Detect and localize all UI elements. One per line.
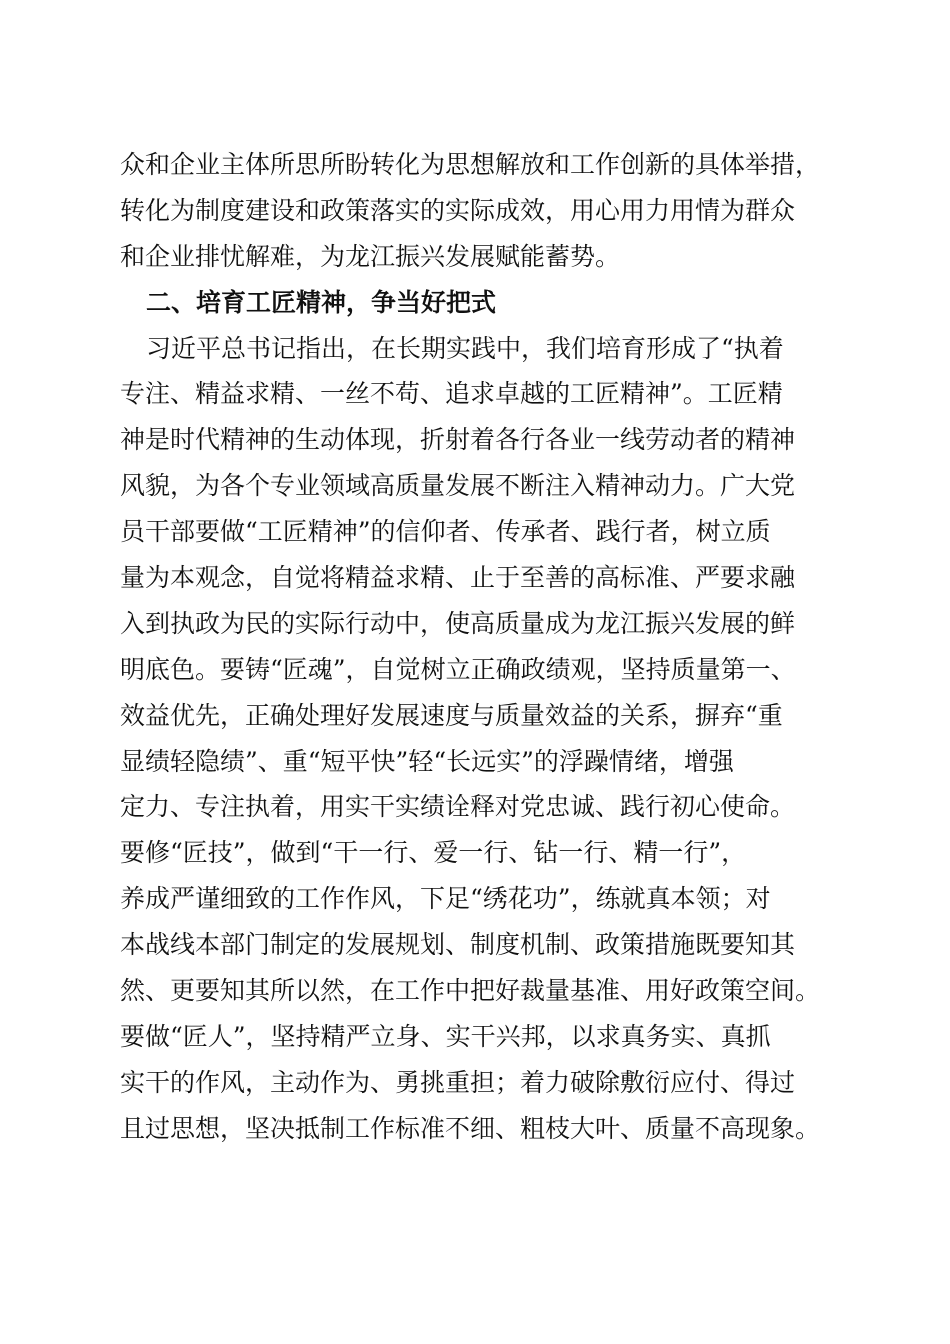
text-line: 专注、精益求精、一丝不苟、追求卓越的工匠精神”。工匠精 [120, 379, 783, 409]
text-line: 且过思想，坚决抵制工作标准不细、粗枝大叶、质量不高现象。 [120, 1113, 821, 1143]
text-line: 显绩轻隐绩”、重“短平快”轻“长远实”的浮躁情绪，增强 [120, 746, 734, 776]
text-line: 和企业排忧解难，为龙江振兴发展赋能蓄势。 [120, 241, 621, 271]
text-line: 本战线本部门制定的发展规划、制度机制、政策措施既要知其 [120, 930, 796, 960]
text-line: 然、更要知其所以然，在工作中把好裁量基准、用好政策空间。 [120, 976, 821, 1006]
document-body [120, 142, 850, 1152]
text-line: 养成严谨细致的工作作风，下足“绣花功”，练就真本领；对 [120, 884, 771, 914]
text-line: 实干的作风，主动作为、勇挑重担；着力破除敷衍应付、得过 [120, 1067, 796, 1097]
text-line: 明底色。要铸“匠魂”，自觉树立正确政绩观，坚持质量第一、 [120, 654, 796, 684]
text-line: 定力、专注执着，用实干实绩诠释对党忠诚、践行初心使命。 [120, 792, 796, 822]
text-line: 转化为制度建设和政策落实的实际成效，用心用力用情为群众 [120, 195, 796, 225]
text-line: 神是时代精神的生动体现，折射着各行各业一线劳动者的精神 [120, 425, 796, 455]
text-line: 风貌，为各个专业领域高质量发展不断注入精神动力。广大党 [120, 471, 796, 501]
text-line: 要做“匠人”，坚持精严立身、实干兴邦，以求真务实、真抓 [120, 1021, 771, 1051]
text-line: 员干部要做“工匠精神”的信仰者、传承者、践行者，树立质 [120, 517, 771, 547]
text-line: 量为本观念，自觉将精益求精、止于至善的高标准、严要求融 [120, 563, 796, 593]
text-line: 习近平总书记指出，在长期实践中，我们培育形成了“执着 [146, 333, 784, 363]
text-line: 效益优先，正确处理好发展速度与质量效益的关系，摒弃“重 [120, 700, 783, 730]
text-line: 入到执政为民的实际行动中，使高质量成为龙江振兴发展的鲜 [120, 608, 796, 638]
text-line: 众和企业主体所思所盼转化为思想解放和工作创新的具体举措， [120, 150, 821, 179]
section-heading: 二、培育工匠精神，争当好把式 [146, 287, 497, 317]
text-line: 要修“匠技”，做到“干一行、爱一行、钻一行、精一行”， [120, 838, 747, 868]
